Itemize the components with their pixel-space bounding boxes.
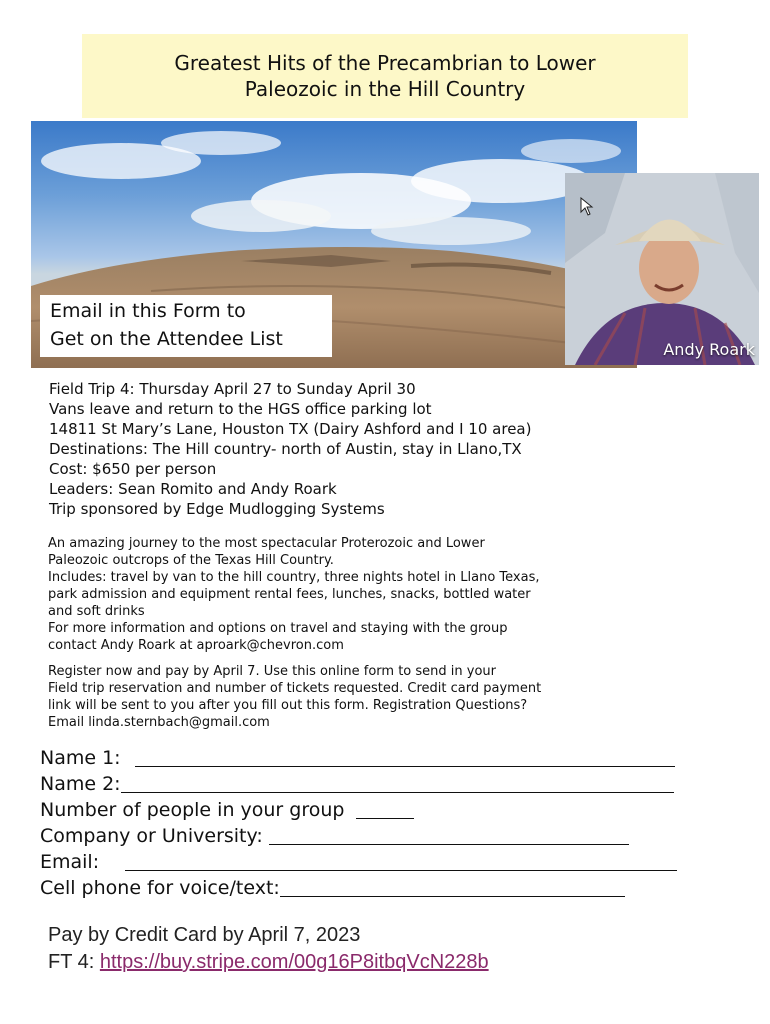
trip-description — [48, 535, 708, 654]
description-line: An amazing journey to the most spectacular Proterozoic and Lower — [48, 536, 485, 551]
group-size-label: Number of people in your group — [40, 799, 345, 821]
detail-line: Cost: $650 per person — [49, 460, 217, 478]
registration-form — [40, 745, 700, 901]
detail-line: 14811 St Mary’s Lane, Houston TX (Dairy Ashford and I 10 area) — [49, 420, 532, 438]
company-row — [40, 823, 700, 849]
payment-info — [48, 922, 489, 976]
name2-field[interactable] — [121, 774, 674, 793]
caption-line-2: Get on the Attendee List — [50, 328, 283, 350]
description-line: and soft drinks — [48, 604, 145, 619]
detail-line: Destinations: The Hill country- north of Austin, stay in Llano,TX — [49, 440, 522, 458]
email-row — [40, 849, 700, 875]
group-size-row — [40, 797, 700, 823]
leader-portrait — [565, 173, 759, 365]
detail-line: Field Trip 4: Thursday April 27 to Sunday April 30 — [49, 380, 416, 398]
company-field[interactable] — [269, 826, 629, 845]
title-line-1: Greatest Hits of the Precambrian to Lower — [174, 51, 596, 75]
caption-line-1: Email in this Form to — [50, 300, 246, 322]
title-line-2: Paleozoic in the Hill Country — [244, 77, 526, 101]
register-line: Email linda.sternbach@gmail.com — [48, 715, 270, 730]
portrait-name: Andy Roark — [663, 340, 755, 359]
company-label: Company or University: — [40, 825, 263, 847]
page-title — [105, 50, 665, 102]
detail-line: Leaders: Sean Romito and Andy Roark — [49, 480, 337, 498]
attendee-list-caption — [40, 295, 332, 357]
phone-row — [40, 875, 700, 901]
payment-link-row — [48, 949, 489, 976]
detail-line: Vans leave and return to the HGS office parking lot — [49, 400, 432, 418]
mouse-cursor-icon — [580, 197, 594, 217]
name1-field[interactable] — [135, 748, 675, 767]
detail-line: Trip sponsored by Edge Mudlogging Systems — [49, 500, 385, 518]
name1-label: Name 1: — [40, 747, 121, 769]
trip-details — [49, 379, 749, 519]
name1-row — [40, 745, 700, 771]
registration-instructions — [48, 663, 708, 731]
stripe-payment-link[interactable]: https://buy.stripe.com/00g16P8itbqVcN228b — [99, 951, 489, 973]
payment-prefix: FT 4: — [48, 951, 100, 973]
payment-deadline: Pay by Credit Card by April 7, 2023 — [48, 924, 361, 946]
register-line: Register now and pay by April 7. Use this online form to send in your — [48, 664, 496, 679]
hero-photo — [31, 121, 637, 368]
register-line: link will be sent to you after you fill out this form. Registration Questions? — [48, 698, 528, 713]
portrait-image — [565, 173, 759, 365]
description-line: contact Andy Roark at aproark@chevron.com — [48, 638, 344, 653]
email-field[interactable] — [125, 852, 677, 871]
email-label: Email: — [40, 851, 100, 873]
title-banner — [82, 34, 688, 118]
register-line: Field trip reservation and number of tickets requested. Credit card payment — [48, 681, 542, 696]
description-line: Paleozoic outcrops of the Texas Hill Country. — [48, 553, 334, 568]
phone-field[interactable] — [280, 878, 625, 897]
name2-label: Name 2: — [40, 773, 121, 795]
group-size-field[interactable] — [356, 800, 414, 819]
phone-label: Cell phone for voice/text: — [40, 877, 280, 899]
description-line: For more information and options on travel and staying with the group — [48, 621, 508, 636]
name2-row — [40, 771, 700, 797]
description-line: Includes: travel by van to the hill country, three nights hotel in Llano Texas, — [48, 570, 540, 585]
description-line: park admission and equipment rental fees, lunches, snacks, bottled water — [48, 587, 531, 602]
